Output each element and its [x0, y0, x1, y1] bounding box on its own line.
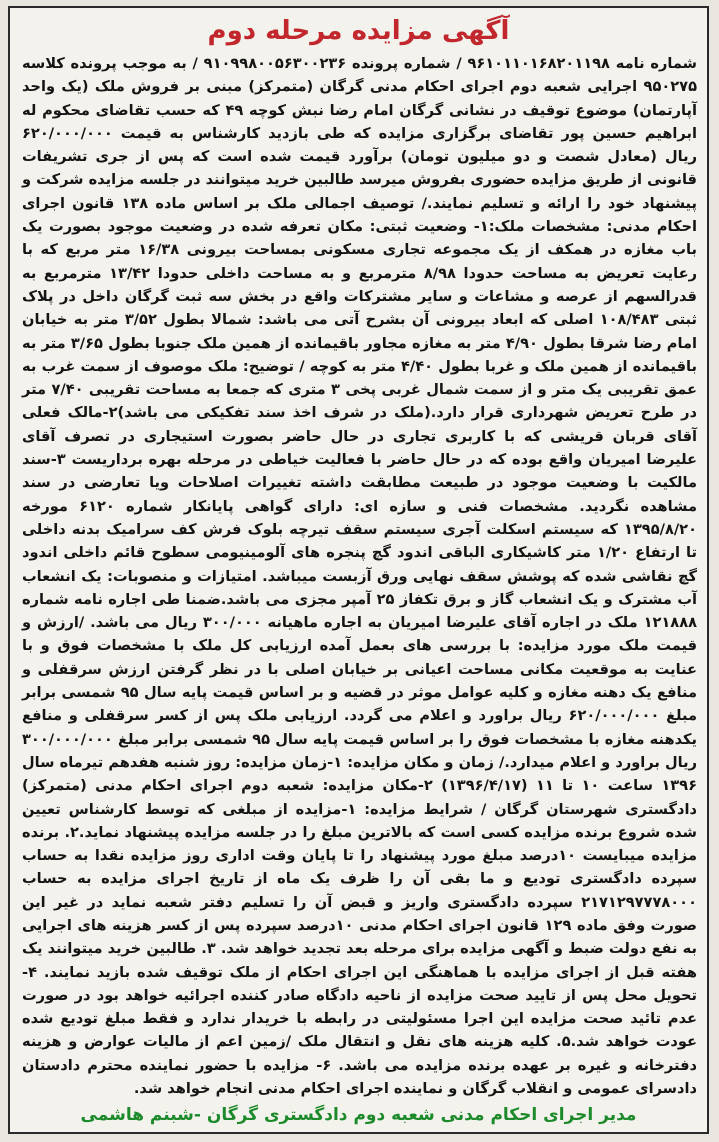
- notice-body: شماره نامه ۹۶۱۰۱۱۰۱۶۸۲۰۱۱۹۸ / شماره پرونده ۹۱۰۹۹۸۰۰۵۶۳۰۰۲۳۶ / به موجب پرونده کلاسه ۹۵۰۲۷۵ اجرایی شعبه دوم اجرای احکام مدنی گرگان (متمرکز) مبنی بر فروش ملک (یک واحد آپارتمان) موضوع توقیف در نشانی گرگان امام رضا نبش کوچه ۴۹ که حسب تقاضای محکوم له ابراهیم حسین پور تقاضای برگزاری مزایده که طی بازدید کارشناس به قیمت ۶۲۰/۰۰۰/۰۰۰ ریال (معادل شصت و دو میلیون تومان) برآورد قیمت شده است که پس از جری تشریفات قانونی از طریق مزایده حضوری بفروش میرسد طالبین خرید میتوانند در جلسه مزایده شرکت و پیشنهاد خود را ارائه و تسلیم نمایند./ توصیف اجمالی ملک بر اساس ماده ۱۳۸ قانون اجرای احکام مدنی: مشخصات ملک:۱- وضعیت ثبتی: مکان تعرفه شده در وضعیت موجود بصورت یک باب مغازه در همکف از یک مجموعه تجاری مسکونی بمساحت بیرونی ۱۶/۳۸ متر مربع که با رعایت تعریض به مساحت حدودا ۸/۹۸ مترمربع و به مساحت داخلی حدودا ۱۳/۴۲ مترمربع به قدرالسهم از عرصه و مشاعات و سایر مشترکات واقع در بخش سه ثبت گرگان داخل در پلاک ثبتی ۱۰۸/۴۸۳ اصلی که ابعاد بیرونی آن بشرح آتی می باشد: شمالا بطول ۳/۵۲ متر به خیابان امام رضا شرقا بطول ۴/۹۰ متر به مغازه مجاور باقیمانده از همین ملک جنوبا بطول ۳/۶۵ متر به باقیمانده از همین ملک و غربا بطول ۴/۴۰ متر به کوچه / توضیح: ملک موصوف از سمت غرب به عمق تقریبی یک متر و از سمت شمال غربی پخی ۳ متری که جمعا به مساحت تقریبی ۷/۴۰ متر در طرح تعریض شهرداری قرار دارد.(ملک در شرف اخذ سند تفکیکی می باشد)۲-مالک فعلی آقای قربان قریشی که با کاربری تجاری در حال حاضر بصورت استیجاری در تصرف آقای علیرضا امیریان واقع بوده که در حال حاضر با فعالیت خیاطی در مرحله بهره برداریست ۳-سند مالکیت با وضعیت موجود در طبیعت مطابقت داشته تغییرات اصلاحات ویا تعارضی در سند مشاهده نگردید. مشخصات فنی و سازه ای: دارای گواهی پایانکار شماره ۶۱۲۰ مورخه ۱۳۹۵/۸/۲۰ که سیستم اسکلت آجری سیستم سقف تیرچه بلوک فرش کف سرامیک بدنه داخلی تا ارتفاع ۱/۲۰ متر کاشیکاری الباقی اندود گچ پنجره های آلومینیومی سطوح قائم داخلی اندود گچ نقاشی شده که پوشش سقف نهایی ورق آزبست میباشد. امتیازات و منصوبات: یک انشعاب آب مشترک و یک انشعاب گاز و برق تکفاز ۲۵ آمپر مجزی می باشد.ضمنا طی اجاره نامه شماره ۱۲۱۸۸۸ ملک در اجاره آقای علیرضا امیریان به اجاره ماهیانه ۳۰۰/۰۰۰ ریال می باشد. /ارزش و قیمت ملک مورد مزایده: با بررسی های بعمل آمده ارزیابی کل ملک با مشخصات فوق و با عنایت به موقعیت مکانی مساحت اعیانی بر خیابان اصلی با در نظر گرفتن ارزش سرقفلی و منافع یک دهنه مغازه و کلیه عوامل موثر در قضیه و بر اساس قیمت پایه سال ۹۵ شمسی برابر مبلغ ۶۲۰/۰۰۰/۰۰۰ ریال براورد و اعلام می گردد. ارزیابی ملک پس از کسر سرقفلی و منافع یکدهنه مغازه با مشخصات فوق را بر اساس قیمت پایه سال ۹۵ شمسی برابر مبلغ ۳۰۰/۰۰۰/۰۰۰ ریال براورد و اعلام میدارد./ زمان و مکان مزایده: ۱-زمان مزایده: روز شنبه هفدهم تیرماه سال ۱۳۹۶ ساعت ۱۰ تا ۱۱ (۱۳۹۶/۴/۱۷) ۲-مکان مزایده: شعبه دوم اجرای احکام مدنی (متمرکز) دادگستری شهرستان گرگان / شرایط مزایده: ۱-مزایده از مبلغی که توسط کارشناس تعیین شده شروع برنده مزایده کسی است که بالاترین مبلغ را در جلسه مزایده پیشنهاد نماید.۲. برنده مزایده میبایست ۱۰درصد مبلغ مورد پیشنهاد را تا پایان وقت اداری روز مزایده نقدا به حساب سپرده دادگستری تودیع و ما بقی آن را ظرف یک ماه از تاریخ اجرای مزایده به حساب ۲۱۷۱۲۹۷۷۷۸۰۰۰ سپرده دادگستری واریز و قبض آن را تسلیم دفتر شعبه نماید در غیر این صورت وفق ماده ۱۲۹ قانون اجرای احکام مدنی ۱۰درصد سپرده پس از کسر هزینه های اجرایی به نفع دولت ضبط و آگهی مزایده برای مرحله بعد تجدید خواهد شد. ۳. طالبین خرید میتوانند یک هفته قبل از اجرای مزایده با هماهنگی این اجرای احکام از ملک توقیف شده بازید نمایند. ۴- تحویل محل پس از تایید صحت مزایده از ناحیه دادگاه صادر کننده اجرائیه خواهد بود در صورت عدم تائید صحت مزایده این اجرا مسئولیتی در رابطه با خریدار ندارد و فقط مبلغ تودیع شده عودت خواهد شد.۵. کلیه هزینه های نقل و انتقال ملک /زمین اعم از مالیات عوارض و هزینه دفترخانه و غیره بر عهده برنده مزایده می باشد. ۶- مزایده با حضور نماینده محترم دادستان دادسرای عمومی و انقلاب گرگان و نماینده اجرای احکام مدنی انجام خواهد شد.: [22, 55, 698, 1098]
- notice-signature: مدیر اجرای احکام مدنی شعبه دوم دادگستری گرگان -شبنم هاشمی: [80, 1105, 637, 1125]
- notice-frame: [8, 6, 709, 1134]
- notice-title: آگهی مزایده مرحله دوم: [207, 16, 510, 46]
